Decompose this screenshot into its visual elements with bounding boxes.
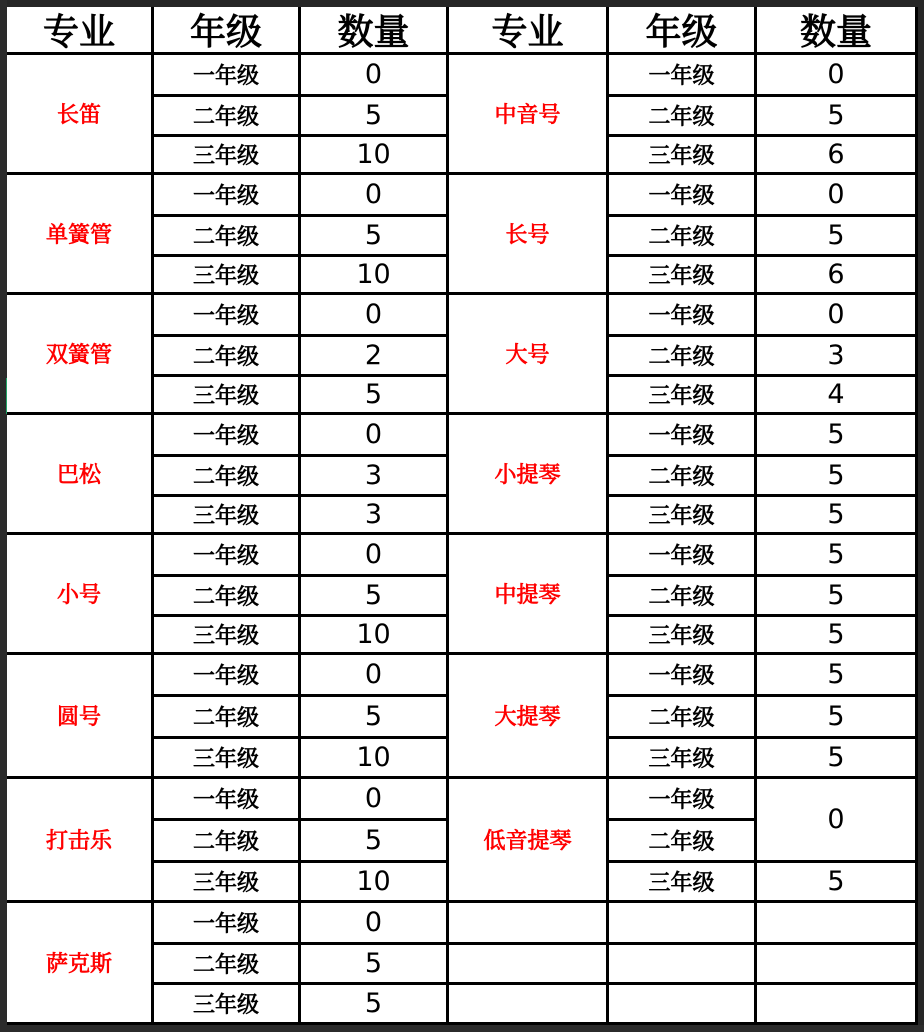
grade-cell-text: 一年级 [192,64,259,89]
count-cell-text: 5 [827,460,845,491]
count-cell[interactable] [757,55,918,97]
major-cell[interactable] [7,535,154,655]
major-cell[interactable] [449,175,609,295]
grade-cell-text: 三年级 [648,384,715,409]
count-cell-text: 5 [364,988,383,1019]
count-cell-text: 10 [356,742,391,773]
count-cell-text: 0 [827,299,845,330]
count-cell[interactable] [301,617,449,655]
count-cell[interactable] [301,217,449,257]
grade-cell-text: 一年级 [648,664,715,689]
major-cell[interactable] [7,175,154,295]
grade-cell-text: 二年级 [192,706,259,731]
count-cell-text: 10 [356,619,391,650]
grade-cell[interactable] [609,415,757,457]
count-cell[interactable] [301,497,449,535]
count-cell-text: 0 [364,539,383,570]
grade-cell[interactable] [154,779,301,821]
count-cell-text: 5 [827,419,845,450]
major-cell[interactable] [7,55,154,175]
empty-cell[interactable] [757,903,918,945]
major-cell-text: 小号 [56,583,101,608]
grade-cell[interactable] [154,655,301,697]
grade-cell[interactable] [609,97,757,137]
count-cell-text: 5 [827,659,845,690]
grade-cell-text: 一年级 [648,304,715,329]
grade-cell-text: 二年级 [648,465,715,490]
major-cell-text: 巴松 [56,463,101,488]
grade-cell[interactable] [609,655,757,697]
grade-cell-text: 三年级 [648,144,715,169]
major-cell[interactable] [449,535,609,655]
grade-cell[interactable] [154,257,301,295]
count-cell[interactable] [301,577,449,617]
grade-cell-text: 一年级 [192,912,259,937]
grade-cell-text: 二年级 [192,585,259,610]
grade-cell[interactable] [154,415,301,457]
count-cell-text: 5 [827,742,845,773]
grade-cell-text: 三年级 [648,747,715,772]
count-cell[interactable] [301,535,449,577]
grade-cell-text: 一年级 [648,64,715,89]
major-cell-text: 单簧管 [45,223,112,248]
row-header-strip [0,0,7,1032]
grade-cell[interactable] [154,295,301,337]
grade-cell[interactable] [609,779,757,821]
count-cell[interactable] [301,257,449,295]
count-cell[interactable] [757,337,918,377]
count-cell-text: 5 [827,539,845,570]
count-cell-text: 0 [364,419,383,450]
grade-cell[interactable] [609,257,757,295]
empty-cell[interactable] [757,985,918,1025]
grade-cell-text: 三年级 [648,871,715,896]
count-cell-text: 5 [364,948,383,979]
major-cell-text: 长号 [505,223,550,248]
grade-cell[interactable] [154,945,301,985]
grade-cell[interactable] [609,617,757,655]
count-cell[interactable] [757,655,918,697]
grade-cell-text: 二年级 [648,830,715,855]
empty-cell[interactable] [609,903,757,945]
count-cell[interactable] [757,863,918,903]
major-cell-text: 小提琴 [494,463,561,488]
major-cell-text: 圆号 [56,705,101,730]
grade-cell-text: 三年级 [192,504,259,529]
grade-cell[interactable] [609,295,757,337]
count-cell-text: 5 [364,580,383,611]
count-cell-text: 5 [827,580,845,611]
count-cell-text: 0 [364,59,383,90]
grade-cell[interactable] [154,497,301,535]
header-grade-right-text: 年级 [645,12,718,53]
count-cell[interactable] [301,779,449,821]
empty-cell[interactable] [609,985,757,1025]
count-cell[interactable] [757,137,918,175]
grade-cell-text: 一年级 [192,304,259,329]
empty-cell[interactable] [449,903,609,945]
grade-cell[interactable] [609,535,757,577]
count-cell[interactable] [301,55,449,97]
grade-cell[interactable] [154,55,301,97]
count-cell[interactable] [301,903,449,945]
major-cell[interactable] [449,415,609,535]
grade-cell[interactable] [609,55,757,97]
grade-cell-text: 三年级 [192,144,259,169]
grade-cell-text: 二年级 [192,830,259,855]
count-cell[interactable] [757,295,918,337]
grade-cell[interactable] [154,903,301,945]
grade-cell-text: 二年级 [648,585,715,610]
grade-cell-text: 三年级 [192,747,259,772]
major-cell[interactable] [449,779,609,903]
count-cell-text: 10 [356,866,391,897]
count-cell[interactable] [301,97,449,137]
major-cell[interactable] [449,55,609,175]
count-cell-text: 3 [364,499,383,530]
count-cell-text: 0 [364,299,383,330]
grade-cell[interactable] [154,337,301,377]
count-cell-text: 5 [827,220,845,251]
count-cell-text: 5 [827,499,845,530]
header-major-right[interactable] [449,7,609,55]
count-cell[interactable] [301,377,449,415]
count-cell-text: 5 [364,825,383,856]
grade-cell[interactable] [154,97,301,137]
count-cell-text: 3 [827,340,845,371]
header-grade-left[interactable] [154,7,301,55]
major-cell-text: 中提琴 [494,583,561,608]
count-cell[interactable] [757,697,918,739]
count-cell-text: 10 [356,139,391,170]
header-count-left[interactable] [301,7,449,55]
grade-cell-text: 三年级 [648,504,715,529]
count-cell[interactable] [757,497,918,535]
major-cell[interactable] [7,415,154,535]
count-cell-text: 0 [364,783,383,814]
grade-cell-text: 一年级 [192,664,259,689]
grade-cell-text: 三年级 [192,871,259,896]
count-cell-text: 0 [364,907,383,938]
count-cell-text: 2 [364,340,383,371]
grade-cell[interactable] [609,739,757,779]
grade-cell[interactable] [609,377,757,415]
count-cell[interactable] [757,217,918,257]
count-cell[interactable] [301,295,449,337]
count-cell-text: 10 [356,259,391,290]
count-cell[interactable] [757,457,918,497]
count-cell-text: 5 [827,619,845,650]
grade-cell[interactable] [154,175,301,217]
count-cell-text: 5 [827,866,845,897]
major-cell-text: 萨克斯 [45,952,112,977]
empty-cell[interactable] [609,945,757,985]
grade-cell-text: 一年级 [192,788,259,813]
header-major-left[interactable] [7,7,154,55]
grade-cell[interactable] [154,457,301,497]
major-cell[interactable] [7,779,154,903]
count-cell-text: 3 [364,460,383,491]
grade-cell[interactable] [154,137,301,175]
count-cell[interactable] [757,577,918,617]
count-cell[interactable] [757,739,918,779]
count-cell[interactable] [301,945,449,985]
major-cell-text: 中音号 [494,103,561,128]
grade-cell[interactable] [609,863,757,903]
header-major-right-text: 专业 [491,12,564,53]
count-cell[interactable] [301,137,449,175]
empty-cell[interactable] [449,945,609,985]
header-grade-left-text: 年级 [189,12,262,53]
grade-cell[interactable] [154,739,301,779]
major-cell-text: 大提琴 [494,705,561,730]
count-cell-text: 0 [827,59,845,90]
grade-cell[interactable] [609,337,757,377]
grade-cell-text: 二年级 [192,225,259,250]
count-cell[interactable] [757,535,918,577]
grade-cell[interactable] [609,497,757,535]
major-cell-text: 低音提琴 [483,829,572,854]
grade-cell-text: 三年级 [192,384,259,409]
major-cell[interactable] [449,295,609,415]
grade-cell[interactable] [154,617,301,655]
header-count-right-text: 数量 [799,12,872,53]
count-cell[interactable] [301,821,449,863]
grade-cell[interactable] [154,697,301,739]
count-cell-text: 0 [827,804,845,835]
grade-cell[interactable] [154,821,301,863]
count-cell[interactable] [301,337,449,377]
count-cell[interactable] [757,175,918,217]
grade-cell[interactable] [609,217,757,257]
grade-cell[interactable] [154,985,301,1025]
count-cell[interactable] [757,617,918,655]
count-cell[interactable] [301,739,449,779]
grade-cell-text: 三年级 [648,624,715,649]
grade-cell[interactable] [609,457,757,497]
count-cell[interactable] [757,415,918,457]
grade-cell[interactable] [154,217,301,257]
major-cell-text: 打击乐 [45,829,112,854]
major-cell-text: 双簧管 [45,343,112,368]
grade-cell-text: 一年级 [648,184,715,209]
count-cell-text: 0 [827,179,845,210]
count-cell-text: 5 [364,100,383,131]
grade-cell-text: 二年级 [648,105,715,130]
count-cell[interactable] [301,175,449,217]
grade-cell-text: 三年级 [192,993,259,1018]
grade-cell-text: 二年级 [648,345,715,370]
grade-cell[interactable] [154,577,301,617]
count-cell-text: 6 [827,259,845,290]
count-cell-text: 0 [364,179,383,210]
major-cell[interactable] [7,655,154,779]
grade-cell-text: 二年级 [648,225,715,250]
header-count-right[interactable] [757,7,918,55]
next-row-strip [0,1025,924,1032]
count-cell-text: 6 [827,139,845,170]
grade-cell-text: 一年级 [192,184,259,209]
major-cell[interactable] [7,295,154,415]
count-cell-text: 5 [827,701,845,732]
count-cell[interactable] [301,655,449,697]
count-cell[interactable] [301,985,449,1025]
grade-cell-text: 一年级 [192,424,259,449]
grade-cell-text: 三年级 [648,264,715,289]
count-cell[interactable] [757,257,918,295]
grade-cell-text: 二年级 [192,465,259,490]
major-cell[interactable] [7,903,154,1025]
count-cell[interactable] [301,457,449,497]
grade-cell-text: 三年级 [192,624,259,649]
grade-cell-text: 一年级 [648,788,715,813]
header-count-left-text: 数量 [337,12,410,53]
count-cell-text: 5 [827,100,845,131]
grade-cell[interactable] [154,377,301,415]
grade-cell-text: 三年级 [192,264,259,289]
major-cell[interactable] [449,655,609,779]
grade-cell[interactable] [609,175,757,217]
empty-cell[interactable] [757,945,918,985]
grade-cell[interactable] [609,697,757,739]
header-major-left-text: 专业 [42,12,115,53]
major-cell-text: 长笛 [56,103,101,128]
count-cell-text: 0 [364,659,383,690]
count-cell-text: 5 [364,379,383,410]
major-cell-text: 大号 [505,343,550,368]
grade-cell-text: 一年级 [648,544,715,569]
count-cell[interactable] [301,863,449,903]
count-cell[interactable] [757,97,918,137]
count-cell-text: 5 [364,220,383,251]
grade-cell-text: 二年级 [192,105,259,130]
count-cell-text: 5 [364,701,383,732]
grade-cell-text: 二年级 [648,706,715,731]
header-grade-right[interactable] [609,7,757,55]
count-cell[interactable] [757,779,918,863]
grade-cell-text: 一年级 [648,424,715,449]
grade-cell[interactable] [609,577,757,617]
grade-cell[interactable] [609,821,757,863]
count-cell-text: 4 [827,379,845,410]
grade-cell[interactable] [154,863,301,903]
grade-cell-text: 二年级 [192,345,259,370]
count-cell[interactable] [301,697,449,739]
empty-cell[interactable] [449,985,609,1025]
grade-cell[interactable] [609,137,757,175]
grade-cell-text: 二年级 [192,953,259,978]
count-cell[interactable] [301,415,449,457]
grade-cell-text: 一年级 [192,544,259,569]
grade-cell[interactable] [154,535,301,577]
count-cell[interactable] [757,377,918,415]
